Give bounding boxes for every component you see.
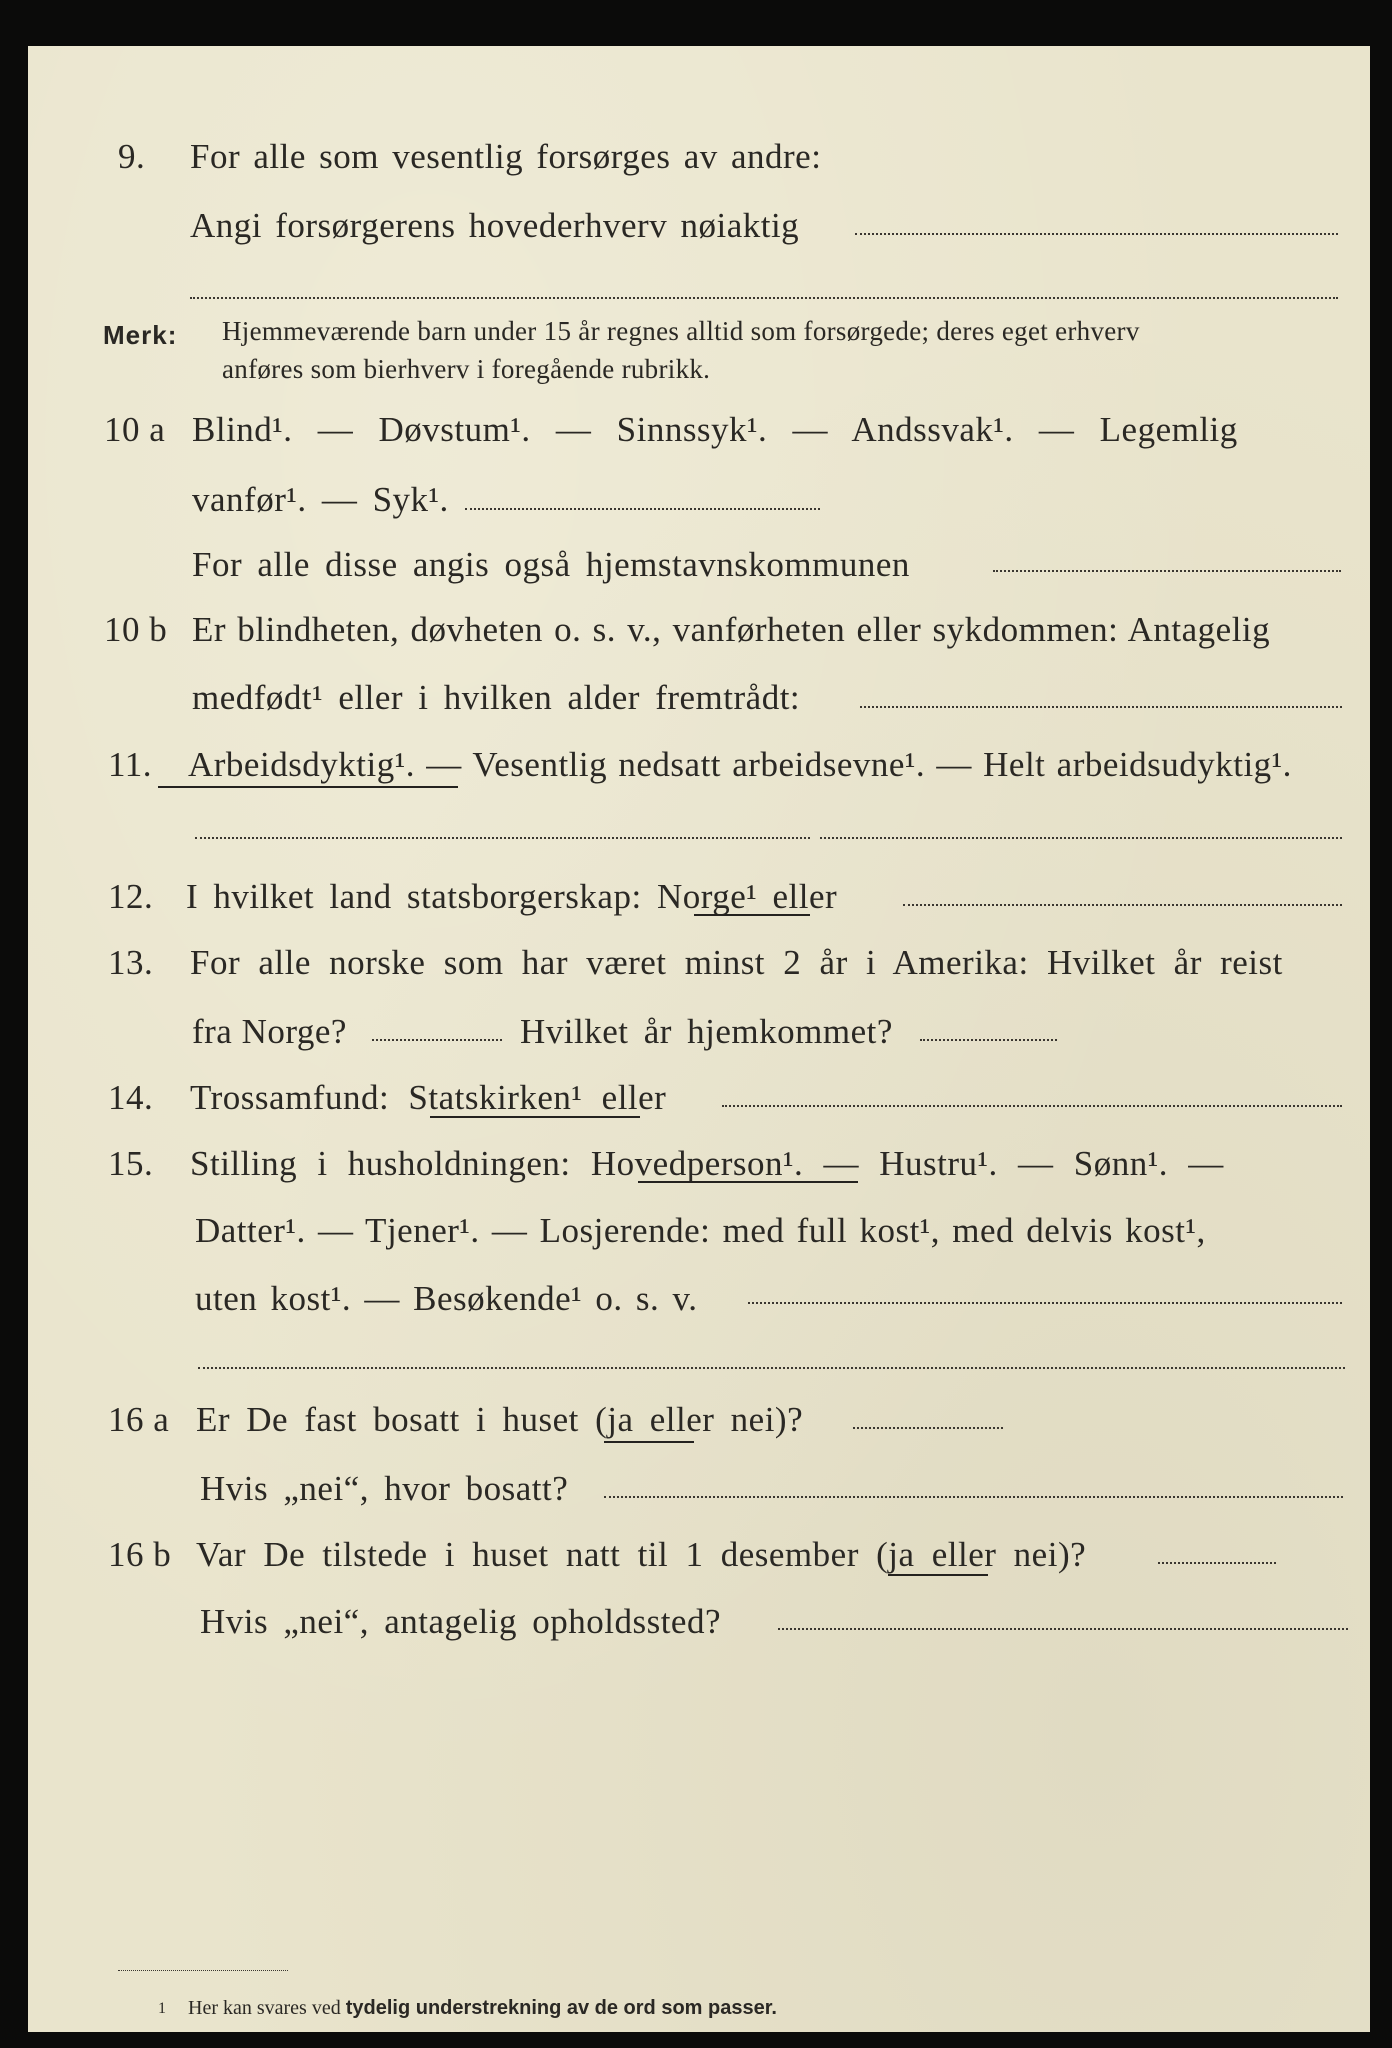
question-13-line-2b: Hvilket år hjemkommet? [520,1012,893,1051]
question-13-reist-answer-line[interactable] [372,1039,502,1041]
question-12-line-1: I hvilket land statsborgerskap: Norge¹ eller [186,877,838,916]
answer-underline-hovedperson[interactable] [638,1181,858,1183]
question-9-answer-line[interactable] [855,233,1338,235]
question-15-answer-line[interactable] [748,1302,1342,1304]
question-10a-kommune-line[interactable] [993,570,1341,572]
scan-border-top [0,0,1392,46]
question-16a-line-2: Hvis „nei“, hvor bosatt? [200,1469,569,1508]
question-10a-line-1: Blind¹. — Døvstum¹. — Sinnssyk¹. — Andssvak¹. — Legemlig [192,410,1238,449]
question-13-line-2a: fra Norge? [192,1012,347,1051]
question-16b-answer-line[interactable] [1158,1562,1276,1564]
question-15-line-3: uten kost¹. — Besøkende¹ o. s. v. [195,1279,698,1318]
note-line-1: Hjemmeværende barn under 15 år regnes alltid som forsørgede; deres eget erhverv [222,316,1140,346]
question-11-number: 11. [108,745,152,784]
question-10a-line-2: vanfør¹. — Syk¹. [192,480,449,519]
question-10b-line-1: Er blindheten, døvheten o. s. v., vanførheten eller sykdommen: Antagelig [192,610,1271,649]
question-11-extra-line-a[interactable] [195,837,810,839]
question-16b-line-2: Hvis „nei“, antagelig opholdssted? [200,1602,721,1641]
question-9-extra-answer-line[interactable] [190,297,1338,299]
footnote-rule [118,1970,288,1971]
question-16a-answer-line[interactable] [853,1427,1003,1429]
question-11-line-1: Arbeidsdyktig¹. — Vesentlig nedsatt arbeidsevne¹. — Helt arbeidsudyktig¹. [188,745,1292,784]
note-line-2: anføres som bierhverv i foregående rubrikk. [222,354,711,384]
question-10a-line-3: For alle disse angis også hjemstavnskommunen [192,545,910,584]
footnote-text-b: tydelig understrekning av de ord som passer. [345,1997,777,2019]
question-16b-opholdssted-answer-line[interactable] [778,1628,1348,1630]
question-10b-answer-line[interactable] [860,706,1342,708]
question-9-number: 9. [118,137,146,176]
question-15-line-1: Stilling i husholdningen: Hovedperson¹. — Hustru¹. — Sønn¹. — [190,1144,1224,1183]
answer-underline-arbeidsdyktig[interactable] [158,786,458,788]
question-12-number: 12. [108,877,154,916]
note-label: Merk: [103,320,178,350]
question-11-extra-line-b[interactable] [820,837,1342,839]
question-15-line-2: Datter¹. — Tjener¹. — Losjerende: med full kost¹, med delvis kost¹, [195,1211,1206,1250]
question-13-number: 13. [108,943,154,982]
question-15-extra-answer-line[interactable] [198,1367,1345,1369]
question-10a-answer-line[interactable] [465,508,820,510]
question-16a-line-1: Er De fast bosatt i huset (ja eller nei)? [196,1400,804,1439]
question-10a-number: 10 a [104,410,166,449]
answer-underline-norge[interactable] [694,914,810,916]
answer-underline-statskirken[interactable] [430,1116,640,1118]
question-16b-number: 16 b [108,1535,172,1574]
question-10b-number: 10 b [104,610,168,649]
answer-underline-ja-16a[interactable] [604,1441,694,1443]
question-9-line-1: For alle som vesentlig forsørges av andre: [190,137,822,176]
footnote-mark: 1 [158,2000,166,2017]
question-12-answer-line[interactable] [903,904,1342,906]
question-13-hjemkommet-answer-line[interactable] [920,1039,1057,1041]
question-9-line-2: Angi forsørgerens hovederhverv nøiaktig [190,206,800,245]
question-16b-line-1: Var De tilstede i huset natt til 1 desember (ja eller nei)? [196,1535,1087,1574]
question-10b-line-2: medfødt¹ eller i hvilken alder fremtrådt: [192,678,801,717]
question-14-line-1: Trossamfund: Statskirken¹ eller [190,1078,667,1117]
footnote-text-a: Her kan svares ved [188,1997,341,2019]
answer-underline-ja-16b[interactable] [888,1574,988,1576]
question-14-number: 14. [108,1078,154,1117]
question-16a-number: 16 a [108,1400,170,1439]
question-15-number: 15. [108,1144,154,1183]
question-14-answer-line[interactable] [722,1105,1342,1107]
question-16a-bosatt-answer-line[interactable] [604,1496,1343,1498]
question-13-line-1: For alle norske som har været minst 2 år i Amerika: Hvilket år reist [190,943,1283,982]
footnote-text [188,1997,777,2020]
